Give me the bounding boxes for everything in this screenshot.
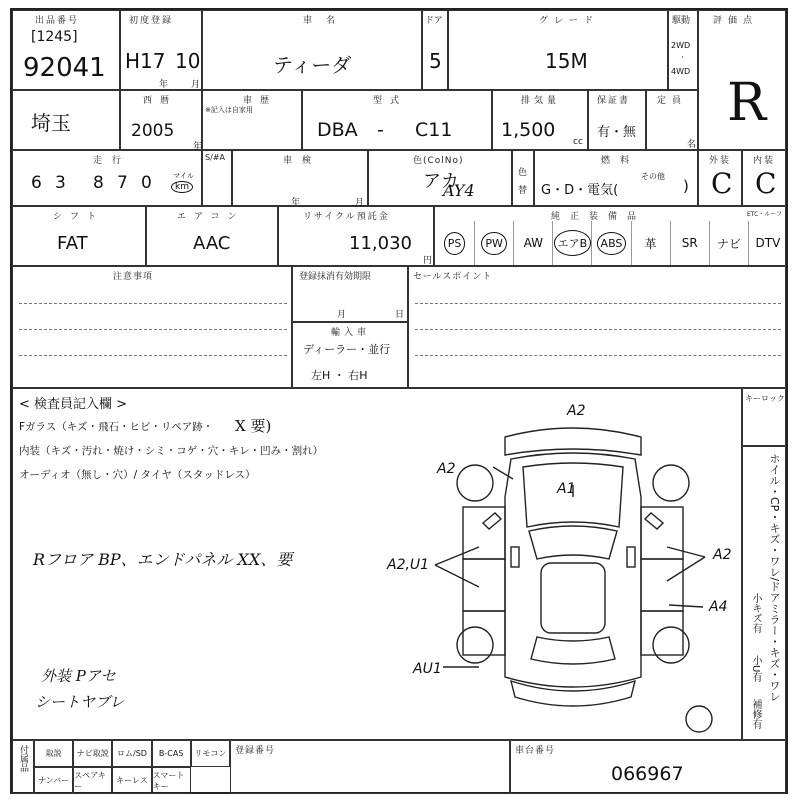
accessories-grid: [34, 740, 230, 794]
damage-mark: A2: [567, 403, 586, 419]
damage-mark: A4: [709, 599, 728, 615]
damage-mark: A2: [713, 547, 732, 563]
capacity-label: 定員: [657, 96, 688, 106]
accessories-label: 付属品: [18, 745, 28, 772]
import-label: 輸入車: [331, 328, 371, 338]
inspector-line-3: オーディオ（無し・穴）/ タイヤ（スタッドレス）: [19, 469, 256, 481]
fuel-other: その他: [641, 172, 665, 181]
drive-cell: [668, 10, 698, 90]
exterior-grade: C: [711, 167, 733, 200]
month-unit: 月: [191, 80, 201, 90]
year: 2005: [131, 121, 175, 141]
chassis-note: ※記入は自家用: [205, 106, 253, 114]
capacity-cell: [646, 90, 698, 150]
car-name-cell: [202, 10, 422, 90]
accessory-item: リモコン: [191, 740, 230, 767]
eval-score: R: [727, 73, 767, 133]
dealer-parallel: ディーラー・並行: [303, 343, 391, 356]
warranty-period-label: 登録抹消有効期限: [299, 272, 372, 282]
inspector-line-2: 内装（キズ・汚れ・焼け・シミ・コゲ・穴・キレ・凹み・割れ）: [19, 445, 324, 457]
mileage-digit-5: 0: [141, 173, 152, 193]
inspector-hand-2: 外装 Pアセ: [41, 667, 116, 685]
inspector-line-1-hand: X 要): [235, 417, 272, 435]
chassis-no-label: 車台番号: [515, 746, 556, 756]
drive-label: 駆動: [672, 16, 691, 26]
inspection-label: 車検: [283, 156, 322, 166]
year-unit: 年: [159, 80, 169, 90]
color-change-cell: [512, 150, 534, 206]
grade-label: グレード: [539, 16, 600, 26]
accessory-item: スマートキー: [152, 767, 191, 794]
equipment-item-label: 革: [644, 236, 657, 251]
damage-mark: AU1: [413, 661, 442, 677]
damage-mark: A2: [437, 461, 456, 477]
inspector-title: < 検査員記入欄 >: [19, 397, 128, 412]
key-label: キーロック: [745, 394, 785, 403]
side-text-2: 小キズ有: [750, 593, 761, 633]
eval-label: 評価点: [713, 16, 759, 26]
color-cell: [368, 150, 512, 206]
warranty-value: 有・無: [597, 125, 637, 140]
chassis-label: 車歴: [243, 96, 278, 106]
accessory-item: ナンバー: [34, 767, 73, 794]
sales-point-label: セールスポイント: [413, 272, 493, 282]
accessory-item: B-CAS: [152, 740, 191, 767]
model-cell: [302, 90, 492, 150]
shift-label: シフト: [53, 212, 105, 222]
fuel-cell: [534, 150, 698, 206]
model-dash: -: [377, 119, 384, 141]
mileage-digit-3: 8: [93, 173, 104, 193]
equipment-item: [591, 221, 630, 265]
handle-side: 左H ・ 右H: [311, 369, 368, 382]
accessory-item: スペアキー: [73, 767, 112, 794]
extra-label: ETC・ルーフ: [747, 211, 782, 218]
drive-2wd: 2WD: [671, 41, 691, 50]
equipment-item-label: AW: [523, 236, 543, 250]
exterior-cell: [698, 150, 742, 206]
shift-cell: [12, 206, 146, 266]
lot-bracket: [1245]: [31, 29, 78, 45]
car-name: ティーダ: [273, 53, 352, 77]
interior-label: 内装: [753, 156, 776, 166]
equipment-item-label: PW: [481, 232, 507, 255]
chassis-history-cell: [193, 90, 302, 152]
km-circled: km: [171, 181, 193, 193]
year-unit-2: 年: [193, 142, 203, 152]
damage-mark: A2,U1: [387, 557, 430, 573]
inspector-cell: [12, 388, 742, 740]
door-label: ドア: [425, 16, 443, 26]
model-code: C11: [415, 119, 453, 141]
mileage-digit-2: 3: [55, 173, 66, 193]
color-value: アカ: [423, 171, 459, 192]
warranty-label: 保証書: [597, 96, 631, 106]
warranty-cell: [588, 90, 646, 150]
region-cell: [12, 90, 120, 150]
equipment-item: [435, 221, 474, 265]
reg-no-cell: [230, 740, 510, 794]
recycle-cell: [278, 206, 434, 266]
equipment-item-label: エアB: [554, 230, 592, 256]
first-reg-era-year: H17: [125, 49, 166, 73]
exterior-label: 外装: [709, 156, 732, 166]
fuel-label: 燃料: [601, 156, 640, 166]
inspection-year: 年: [291, 198, 301, 208]
reset-cell: [202, 150, 232, 206]
side-text-4: 補修有: [750, 699, 761, 729]
color-change-bottom: 替: [518, 186, 528, 196]
inspector-hand-1: Rフロア BP、エンドパネル XX、要: [33, 550, 293, 569]
lot-number: 92041: [23, 53, 106, 83]
damage-mark: A1: [557, 481, 576, 497]
inspection-month: 月: [355, 198, 365, 208]
equipment-item: [709, 221, 748, 265]
equipment-item-label: DTV: [755, 236, 781, 250]
mileage-digit-4: 7: [117, 173, 128, 193]
equipment-item: [670, 221, 709, 265]
displacement-label: 排気量: [521, 96, 561, 106]
equipment-item: [474, 221, 513, 265]
equipment-item-label: ABS: [597, 232, 627, 255]
ac-label: エアコン: [177, 212, 245, 222]
registration-limit-cell: [292, 266, 408, 322]
displacement: 1,500: [501, 119, 556, 141]
side-text-3: 小U有: [750, 655, 761, 683]
stock-no-label: 出品番号: [35, 16, 80, 26]
mile-label: マイル: [173, 172, 194, 180]
eval-cell: [698, 10, 786, 150]
equipment-row: [435, 221, 787, 265]
side-text-1: ホイル・CP・キズ・ワレ/ドアミラー・キズ・ワレ: [768, 453, 781, 703]
front-bumper-shape: [505, 428, 641, 455]
first-reg-month: 10: [175, 49, 201, 73]
accessory-item: ロム/SD: [112, 740, 151, 767]
model-label: 型式: [373, 96, 408, 106]
limit-day: 日: [395, 310, 405, 320]
equipment-label: 純正装備品: [551, 212, 647, 222]
cc-unit: cc: [573, 137, 583, 147]
doors: 5: [429, 49, 442, 73]
recycle-label: リサイクル預託金: [303, 212, 390, 222]
interior-grade: C: [755, 167, 777, 200]
capacity-unit: 名: [687, 140, 697, 150]
fuel-close: ): [683, 177, 689, 195]
equipment-item-label: SR: [681, 236, 698, 250]
car-name-label: 車名: [303, 16, 350, 26]
inspector-hand-3: シートヤブレ: [35, 693, 125, 711]
inspection-cell: [232, 150, 368, 206]
equipment-item-label: PS: [444, 232, 466, 255]
caution-cell: [12, 266, 292, 388]
mileage-label: 走行: [93, 156, 132, 166]
door-cell: [422, 10, 448, 90]
chassis-no: 066967: [611, 763, 684, 785]
recycle-fee: 11,030: [349, 233, 412, 254]
color-code: AY4: [443, 181, 475, 200]
displacement-cell: [492, 90, 588, 150]
ac: AAC: [193, 233, 231, 254]
auction-sheet: [10, 8, 788, 794]
mileage-digit-1: 6: [31, 173, 42, 193]
color-change-top: 色: [518, 168, 528, 178]
drive-dot: ·: [681, 53, 684, 63]
accessories-label-cell: [12, 740, 34, 794]
side-notes-cell: [742, 446, 786, 740]
equipment-item: [631, 221, 670, 265]
region: 埼玉: [31, 111, 71, 135]
drive-4wd: 4WD: [671, 67, 691, 76]
key-cell: [742, 388, 786, 446]
ac-cell: [146, 206, 278, 266]
caution-label: 注意事項: [113, 272, 154, 282]
accessory-item: 取説: [34, 740, 73, 767]
fuel-value: G・D・電気(: [541, 183, 619, 198]
yen-unit: 円: [423, 256, 433, 266]
equipment-item: [748, 221, 787, 265]
mileage-cell: [12, 150, 202, 206]
lot-cell: [12, 10, 120, 90]
limit-month: 月: [337, 310, 347, 320]
chassis-no-cell: [510, 740, 786, 794]
interior-cell: [742, 150, 786, 206]
color-label: 色(ColNo): [413, 156, 464, 166]
reset-label: S/#A: [205, 153, 225, 162]
first-reg-label: 初度登録: [129, 16, 174, 26]
first-reg-cell: [120, 10, 202, 90]
year-cell: [120, 90, 202, 150]
shift: FAT: [57, 233, 88, 254]
import-cell: [292, 322, 408, 388]
accessory-item: キーレス: [112, 767, 151, 794]
equipment-item: [513, 221, 552, 265]
year-label: 西暦: [143, 96, 178, 106]
reg-no-label: 登録番号: [235, 746, 276, 756]
model-prefix: DBA: [317, 119, 358, 141]
accessory-item: ナビ取説: [73, 740, 112, 767]
spare-marker-shape: [686, 706, 712, 732]
grade: 15M: [545, 49, 588, 73]
sales-point-cell: [408, 266, 786, 388]
inspector-line-1: Fガラス（キズ・飛石・ヒビ・リペア跡・: [19, 421, 214, 433]
equipment-cell: [434, 206, 786, 266]
car-damage-diagram: [383, 397, 732, 737]
equipment-item: [552, 221, 591, 265]
equipment-item-label: ナビ: [716, 236, 741, 251]
grade-cell: [448, 10, 668, 90]
